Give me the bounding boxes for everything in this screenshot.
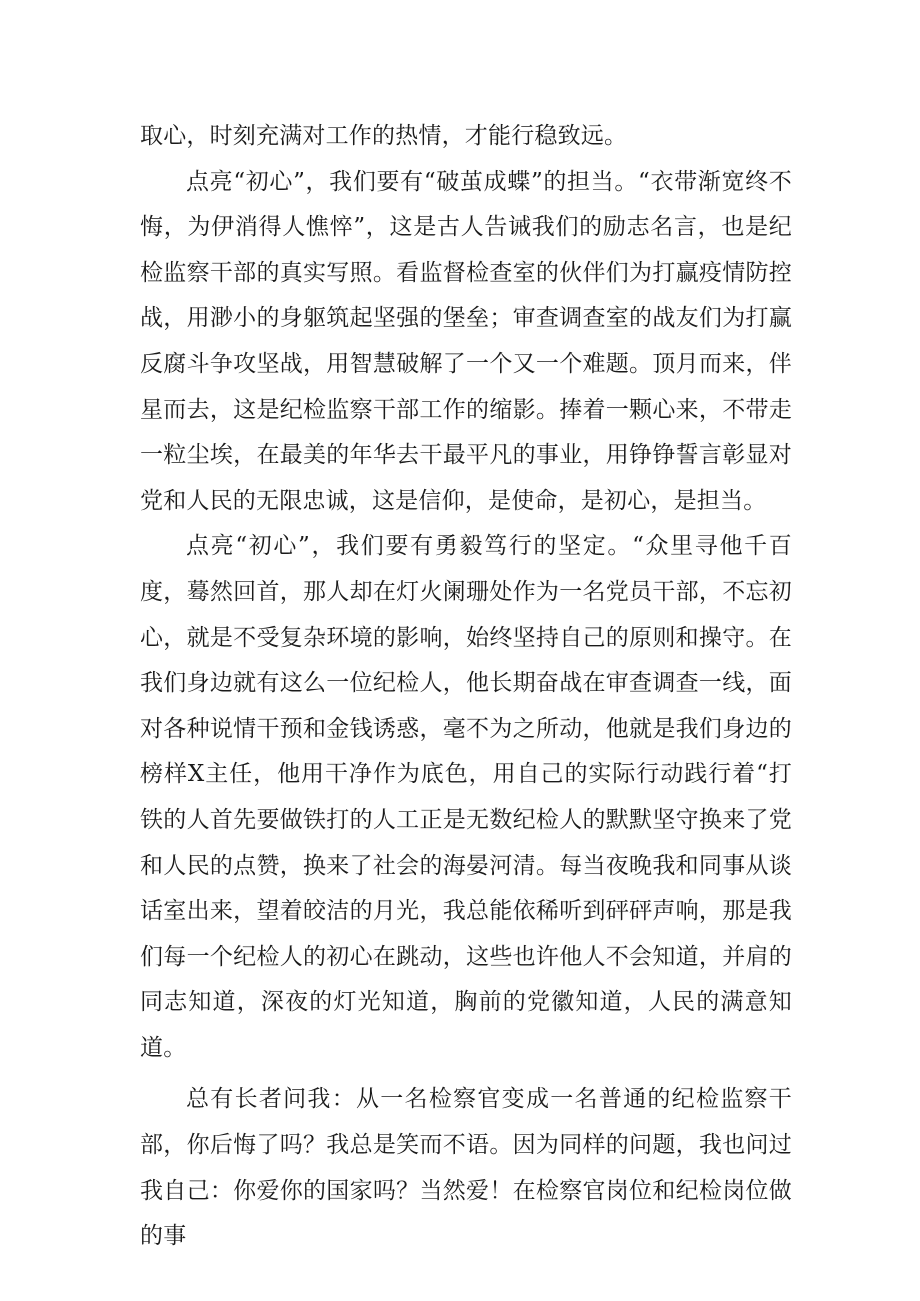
paragraph-2: 点亮“初心”，我们要有“破茧成蝶”的担当。“衣带渐宽终不悔，为伊消得人憔悴”，这是古人告诫我们的励志名言，也是纪检监察干部的真实写照。看监督检查室的伙伴们为打赢疫情防控战，用渺小的身躯筑起坚强的堡垒；审查调查室的战友们为打赢反腐斗争攻坚战，用智慧破解了一个又一个难题。顶月而来，伴星而去，这是纪检监察干部工作的缩影。捧着一颗心来，不带走一粒尘埃，在最美的年华去干最平凡的事业，用铮铮誓言彰显对党和人民的无限忠诚，这是信仰，是使命，是初心，是担当。 [140,168,792,514]
paragraph-1: 取心，时刻充满对工作的热情，才能行稳致远。 [140,123,628,149]
paragraph-4: 总有长者问我：从一名检察官变成一名普通的纪检监察干部，你后悔了吗？我总是笑而不语。因为同样的问题，我也问过我自己：你爱你的国家吗？当然爱！在检察官岗位和纪检岗位做的事 [140,1086,792,1250]
paragraph-3: 点亮“初心”，我们要有勇毅笃行的坚定。“众里寻他千百度，蓦然回首，那人却在灯火阑珊处作为一名党员干部，不忘初心，就是不受复杂环境的影响，始终坚持自己的原则和操守。在我们身边就有这么一位纪检人，他长期奋战在审查调查一线，面对各种说情干预和金钱诱惑，毫不为之所动，他就是我们身边的榜样X主任，他用干净作为底色，用自己的实际行动践行着“打铁的人首先要做铁打的人工正是无数纪检人的默默坚守换来了党和人民的点赞，换来了社会的海晏河清。每当夜晚我和同事从谈话室出来，望着皎洁的月光，我总能依稀听到砰砰声响，那是我们每一个纪检人的初心在跳动，这些也许他人不会知道，并肩的同志知道，深夜的灯光知道，胸前的党徽知道，人民的满意知道。 [140,533,792,1061]
body-text [140,114,792,1260]
